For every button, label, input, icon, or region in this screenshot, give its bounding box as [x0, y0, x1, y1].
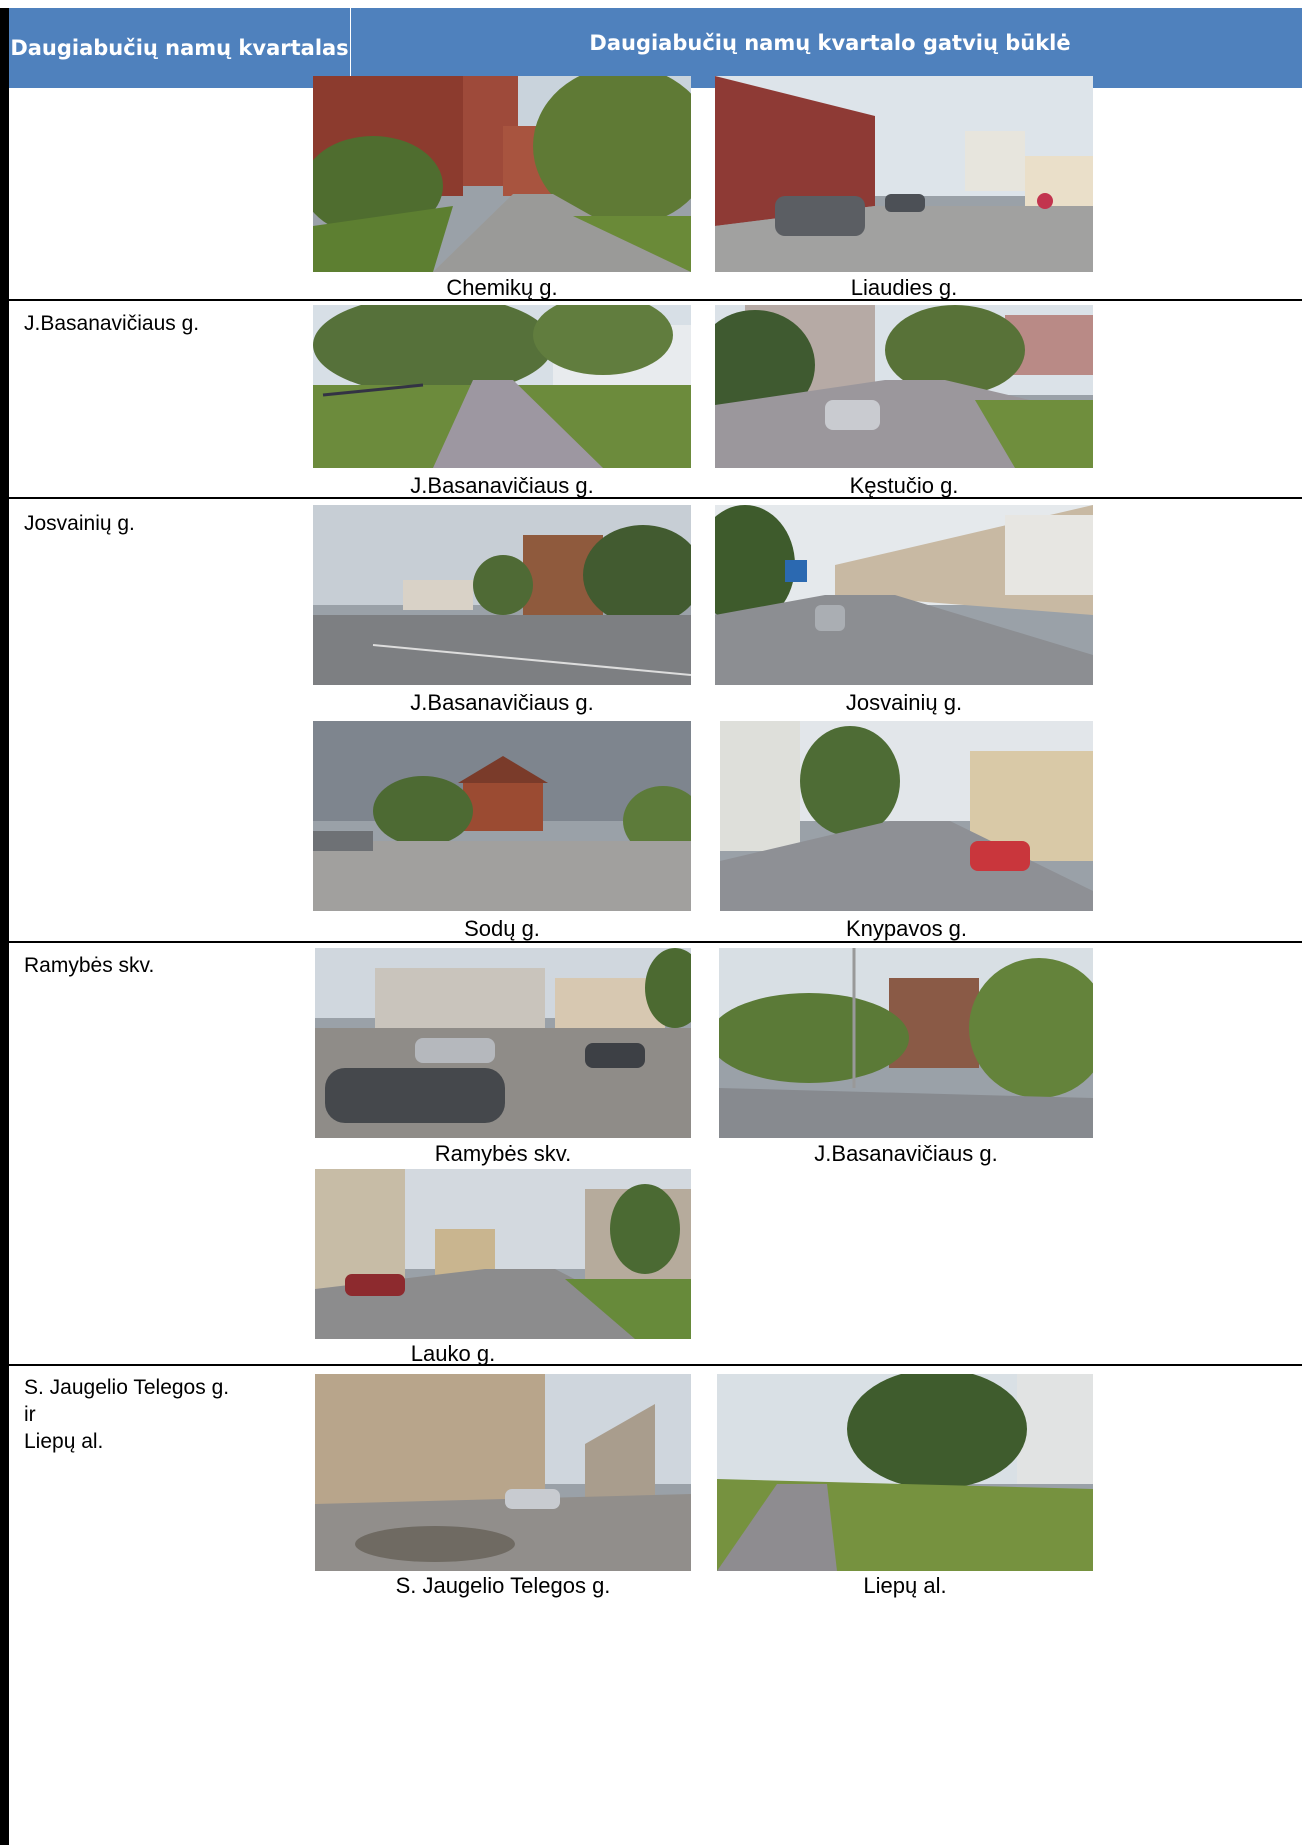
street-photo	[313, 505, 691, 685]
photo-caption: Liepų al.	[863, 1573, 947, 1598]
street-photo	[715, 305, 1093, 468]
district-label-line: J.Basanavičiaus g.	[24, 312, 200, 335]
photo-caption: Kęstučio g.	[849, 473, 959, 498]
street-photo	[315, 1169, 691, 1339]
header-district	[9, 8, 351, 88]
photo-caption: Knypavos g.	[845, 916, 968, 941]
street-photo	[313, 76, 691, 272]
photo-caption: S. Jaugelio Telegos g.	[395, 1573, 611, 1598]
photo-caption: Ramybės skv.	[434, 1141, 572, 1166]
street-photo	[313, 721, 691, 911]
header-district-text: Daugiabučių namų kvartalas	[10, 36, 349, 61]
district-label-line: Josvainių g.	[24, 512, 135, 535]
street-photo	[717, 1374, 1093, 1571]
header-street-condition-text: Daugiabučių namų kvartalo gatvių būklė	[589, 31, 1071, 56]
district-label-line: Liepų al.	[24, 1429, 104, 1453]
street-photo	[315, 1374, 691, 1571]
street-photo	[315, 948, 691, 1138]
district-label-ramybes	[24, 953, 154, 980]
street-photo	[720, 721, 1093, 911]
photo-caption: J.Basanavičiaus g.	[410, 690, 594, 715]
district-label-line: ir	[24, 1402, 36, 1426]
row-separator	[9, 1364, 1302, 1366]
district-label-josvainiu	[24, 511, 135, 538]
street-photo	[719, 948, 1093, 1138]
photo-caption: Chemikų g.	[446, 275, 558, 300]
district-label-basanaviciaus	[24, 311, 199, 338]
district-label-line: Ramybės skv.	[24, 954, 155, 977]
photo-caption: Liaudies g.	[850, 275, 958, 300]
street-photo	[715, 76, 1093, 272]
photo-caption: Sodų g.	[464, 916, 540, 941]
district-label-telegos-liepu	[24, 1375, 229, 1456]
district-label-line: S. Jaugelio Telegos g.	[24, 1376, 230, 1399]
street-photo	[313, 305, 691, 468]
photo-caption: J.Basanavičiaus g.	[410, 473, 594, 498]
photo-caption: Lauko g.	[410, 1341, 496, 1366]
photo-caption: Josvainių g.	[845, 690, 963, 715]
street-photo	[715, 505, 1093, 685]
photo-caption: J.Basanavičiaus g.	[814, 1141, 998, 1166]
streets-table	[0, 8, 1300, 1845]
